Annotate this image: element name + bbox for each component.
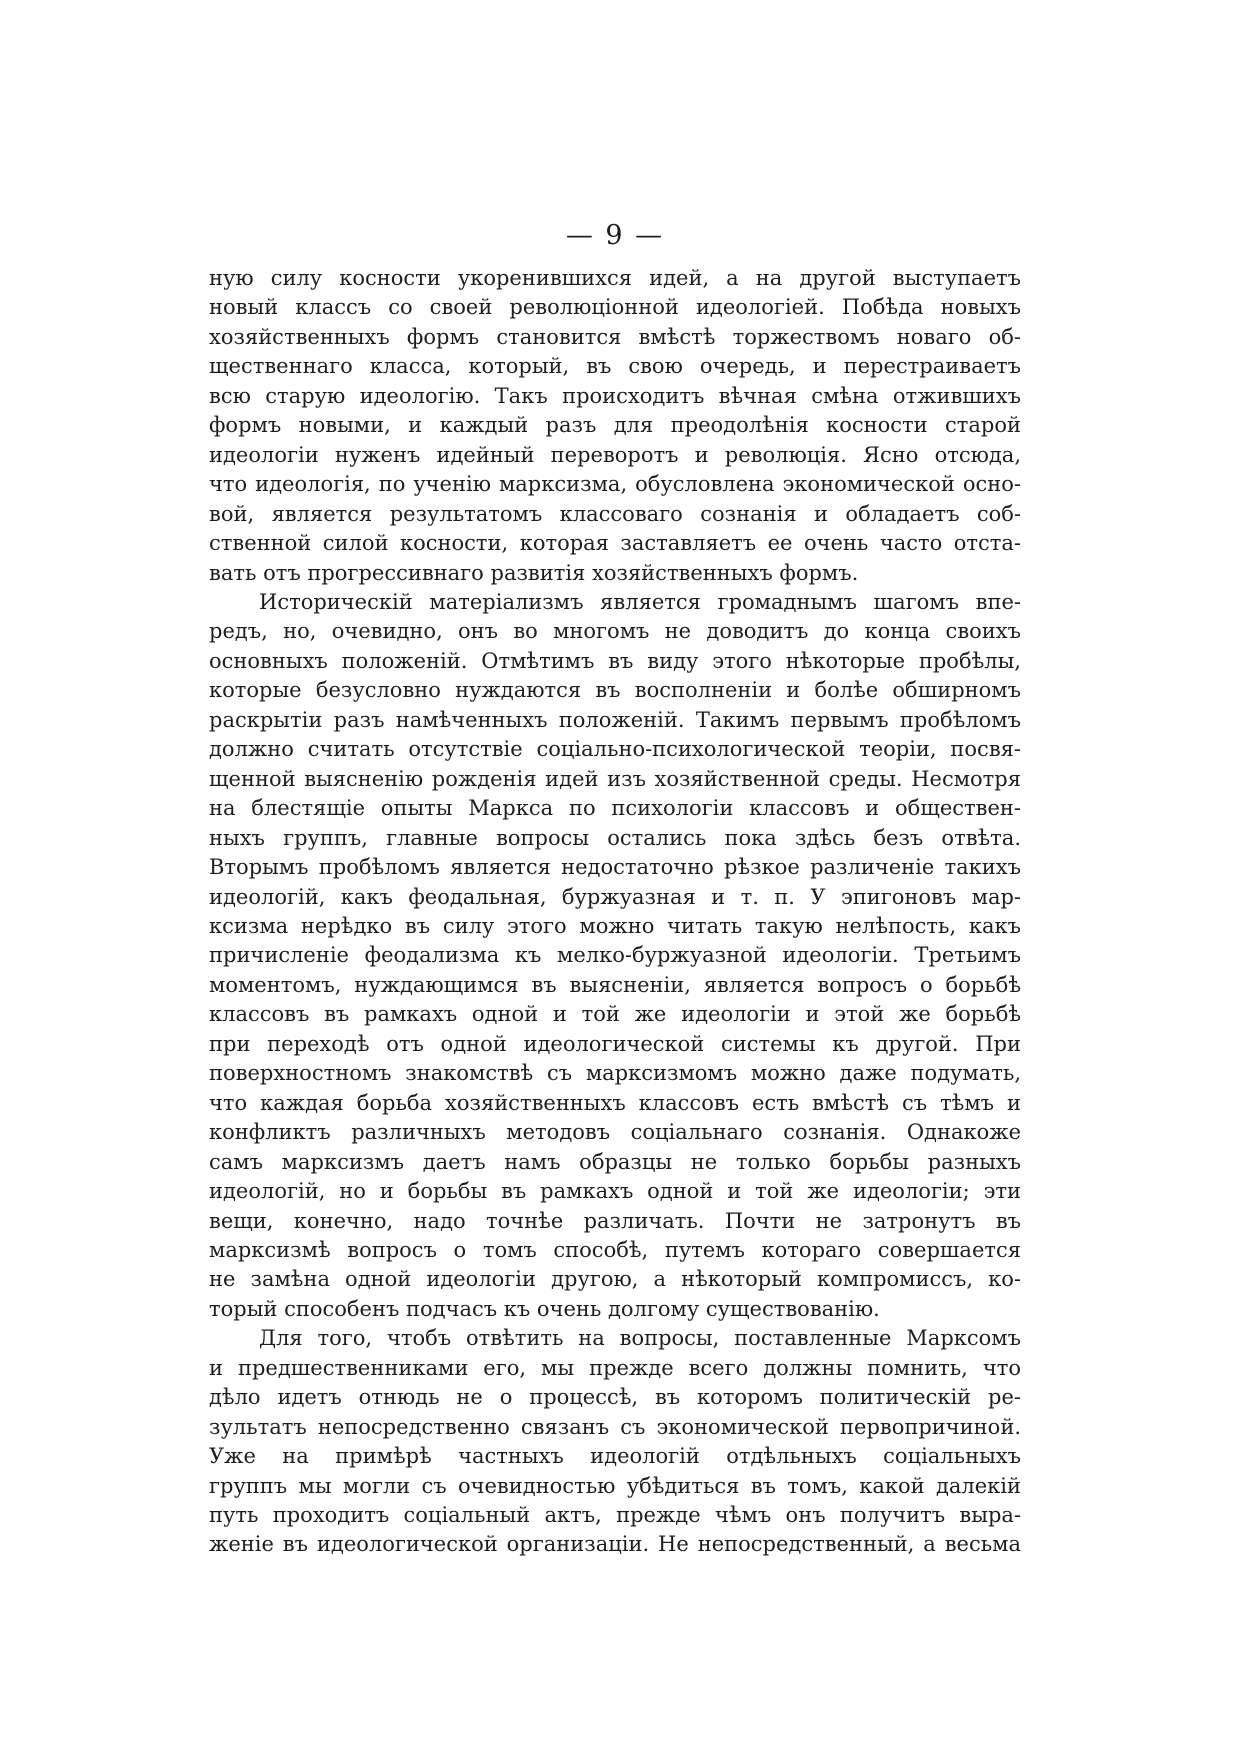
paragraph-start-line: Для того, чтобъ отвѣтить на вопросы, поставленные Марксомъ [259, 1326, 1021, 1351]
text-line: самъ марксизмъ даетъ намъ образцы не только борьбы разныхъ [209, 1149, 1021, 1174]
text-line: раскрытіи разъ намѣченныхъ положеній. Такимъ первымъ пробѣломъ [209, 707, 1021, 732]
text-line: идеологій, но и борьбы въ рамкахъ одной и той же идеологіи; эти [209, 1179, 1021, 1204]
text-line: зультатъ непосредственно связанъ съ экономической первопричиной. [209, 1414, 1021, 1439]
text-line: группъ мы могли съ очевидностью убѣдиться въ томъ, какой далекій [209, 1473, 1021, 1498]
text-line: поверхностномъ знакомствѣ съ марксизмомъ можно даже подумать, [209, 1061, 1021, 1086]
text-line: идеологіи нуженъ идейный переворотъ и революція. Ясно отсюда, [209, 442, 1021, 467]
body-text [209, 264, 1021, 1560]
text-line: и предшественниками его, мы прежде всего должны помнить, что [209, 1355, 1021, 1380]
text-line: ныхъ группъ, главные вопросы остались пока здѣсь безъ отвѣта. [209, 825, 1021, 850]
text-line: щенной выясненію рожденія идей изъ хозяйственной среды. Несмотря [209, 766, 1021, 791]
text-line: новый классъ со своей революціонной идеологіей. Побѣда новыхъ [209, 295, 1021, 320]
text-line: хозяйственныхъ формъ становится вмѣстѣ торжествомъ новаго об- [209, 324, 1021, 349]
text-line: дѣло идетъ отнюдь не о процессѣ, въ которомъ политическій ре- [209, 1385, 1021, 1410]
text-line: вещи, конечно, надо точнѣе различать. Почти не затронутъ въ [209, 1208, 1021, 1233]
text-line: классовъ въ рамкахъ одной и той же идеологіи и этой же борьбѣ [209, 1002, 1021, 1027]
paragraph-start-line: Историческій матеріализмъ является громаднымъ шагомъ впе- [259, 589, 1021, 614]
text-line: не замѣна одной идеологіи другою, а нѣкоторый компромиссъ, ко- [209, 1267, 1021, 1292]
paragraph-end-line: торый способенъ подчасъ къ очень долгому существованію. [209, 1296, 880, 1321]
text-line: на блестящіе опыты Маркса по психологіи классовъ и обществен- [209, 796, 1021, 821]
text-line: Вторымъ пробѣломъ является недостаточно рѣзкое различеніе такихъ [209, 855, 1021, 880]
text-line: идеологій, какъ феодальная, буржуазная и т. п. У эпигоновъ мар- [209, 884, 1021, 909]
text-line: ственной силой косности, которая заставляетъ ее очень часто отста- [209, 531, 1021, 556]
page-number: — 9 — [565, 220, 665, 251]
text-line: ную силу косности укоренившихся идей, а на другой выступаетъ [209, 266, 1021, 290]
text-line: что каждая борьба хозяйственныхъ классовъ есть вмѣстѣ съ тѣмъ и [209, 1090, 1021, 1115]
text-line: путь проходитъ соціальный актъ, прежде чѣмъ онъ получитъ выра- [209, 1503, 1021, 1528]
text-line: всю старую идеологію. Такъ происходитъ вѣчная смѣна отжившихъ [209, 383, 1021, 408]
text-line: что идеологія, по ученію марксизма, обусловлена экономической осно- [209, 472, 1021, 497]
text-line: вой, является результатомъ классоваго сознанія и обладаетъ соб- [209, 501, 1021, 526]
text-line: причисленіе феодализма къ мелко-буржуазной идеологіи. Третьимъ [209, 943, 1021, 968]
text-line: основныхъ положеній. Отмѣтимъ въ виду этого нѣкоторые пробѣлы, [209, 648, 1021, 673]
text-line: моментомъ, нуждающимся въ выясненіи, является вопросъ о борьбѣ [209, 972, 1021, 997]
text-line: редъ, но, очевидно, онъ во многомъ не доводитъ до конца своихъ [209, 619, 1021, 644]
text-line: женіе въ идеологической организаціи. Не непосредственный, а весьма [209, 1532, 1021, 1557]
text-line: щественнаго класса, который, въ свою очередь, и перестраиваетъ [209, 354, 1021, 379]
text-line: при переходѣ отъ одной идеологической системы къ другой. При [209, 1031, 1021, 1056]
text-line: которые безусловно нуждаются въ восполненіи и болѣе обширномъ [209, 678, 1021, 703]
text-line: Уже на примѣрѣ частныхъ идеологій отдѣльныхъ соціальныхъ [209, 1444, 1021, 1469]
text-line: конфликтъ различныхъ методовъ соціальнаго сознанія. Однакоже [209, 1120, 1021, 1145]
text-line: марксизмѣ вопросъ о томъ способѣ, путемъ котораго совершается [209, 1237, 1021, 1262]
paragraph-end-line: вать отъ прогрессивнаго развитія хозяйственныхъ формъ. [209, 560, 859, 585]
text-line: ксизма нерѣдко въ силу этого можно читать такую нелѣпость, какъ [209, 913, 1021, 938]
text-line: должно считать отсутствіе соціально-психологической теоріи, посвя- [209, 737, 1021, 762]
text-line: формъ новыми, и каждый разъ для преодолѣнія косности старой [209, 413, 1021, 438]
